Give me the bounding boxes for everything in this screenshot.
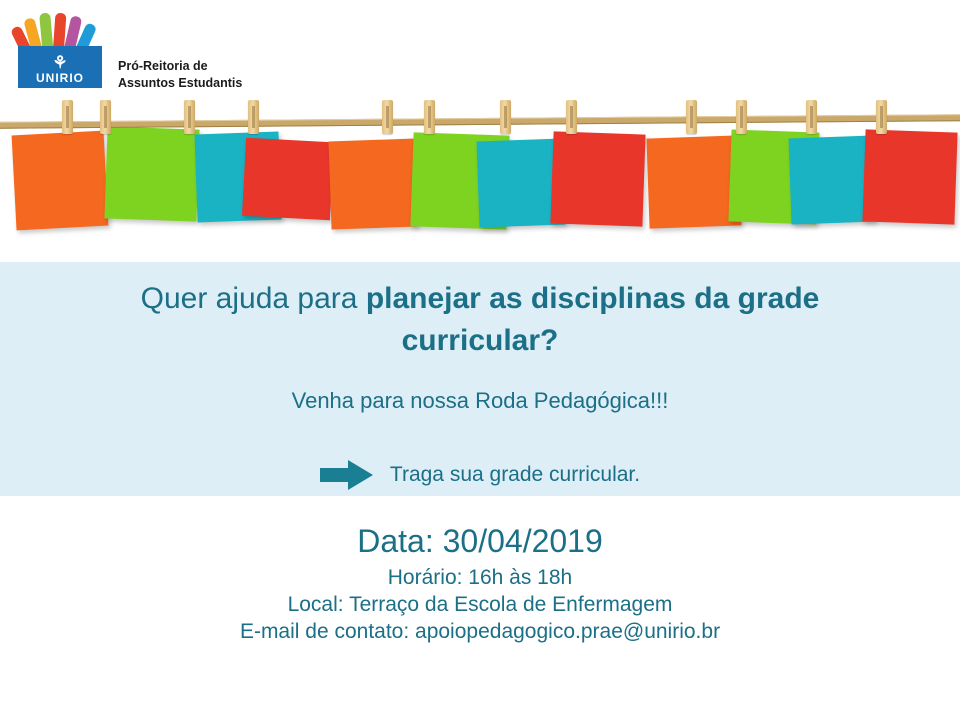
sticky-note xyxy=(862,129,957,224)
arrow-right-icon xyxy=(320,458,374,492)
logo-wordmark: UNIRIO xyxy=(36,71,84,85)
logo-subtitle-line2: Assuntos Estudantis xyxy=(118,76,243,90)
logo-subtitle-line1: Pró-Reitoria de xyxy=(118,59,208,73)
sticky-note xyxy=(328,139,417,230)
clothespin-icon xyxy=(876,100,887,134)
clothespin-icon xyxy=(736,100,747,134)
headline xyxy=(60,278,900,362)
sticky-note xyxy=(12,131,109,231)
bring-text: Traga sua grade curricular. xyxy=(389,463,641,486)
event-time: Horário: 16h às 18h xyxy=(387,566,573,589)
headline-plain: Quer ajuda para xyxy=(140,282,366,315)
headline-bold: planejar as disciplinas da grade curricular? xyxy=(365,282,820,357)
clothespin-icon xyxy=(566,100,577,134)
clothespin-icon xyxy=(248,100,259,134)
clothespin-icon xyxy=(184,100,195,134)
sticky-note xyxy=(550,131,645,226)
bring-row xyxy=(0,458,960,492)
clothespin-icon xyxy=(500,100,511,134)
banner-image xyxy=(0,0,960,262)
clothespin-icon xyxy=(100,100,111,134)
logo-symbol-icon: ⚘ xyxy=(52,53,68,72)
event-place: Local: Terraço da Escola de Enfermagem xyxy=(287,593,673,616)
event-details xyxy=(0,520,960,645)
message-band xyxy=(0,262,960,496)
unirio-logo xyxy=(10,6,260,96)
clothespin-icon xyxy=(424,100,435,134)
sticky-note xyxy=(242,138,334,220)
sticky-note xyxy=(646,135,741,228)
subheadline: Venha para nossa Roda Pedagógica!!! xyxy=(291,388,669,413)
sticky-note xyxy=(104,126,199,221)
logo-mark xyxy=(10,6,110,94)
clothespin-icon xyxy=(806,100,817,134)
logo-box xyxy=(18,46,102,88)
event-email: E-mail de contato: apoiopedagogico.prae@unirio.br xyxy=(239,620,721,643)
logo-subtitle xyxy=(118,58,268,92)
event-date: Data: 30/04/2019 xyxy=(357,523,603,559)
clothespin-icon xyxy=(62,100,73,134)
clothespin-icon xyxy=(382,100,393,134)
clothespin-icon xyxy=(686,100,697,134)
